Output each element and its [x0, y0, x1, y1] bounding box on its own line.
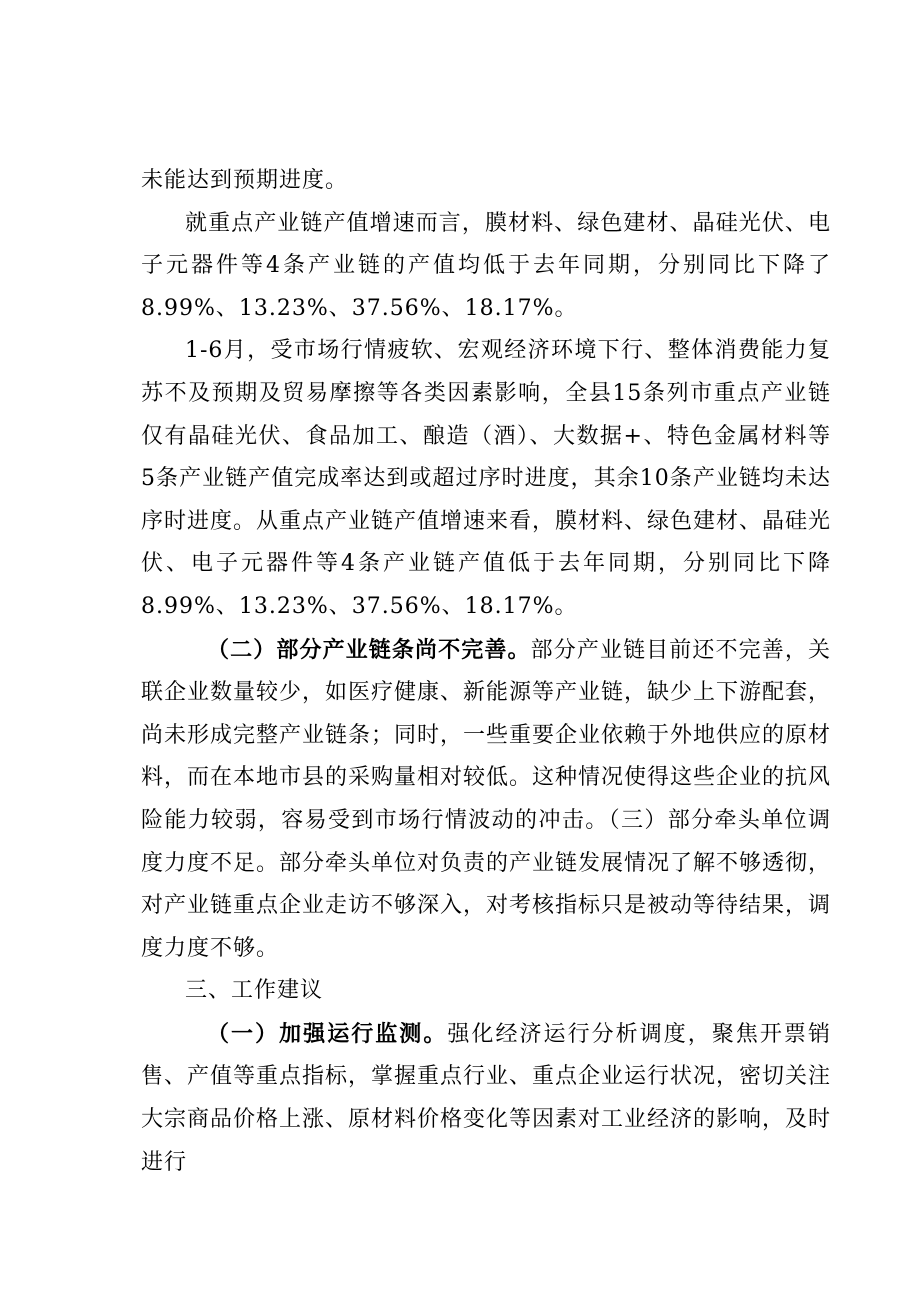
paragraph-text: 未能达到预期进度。: [141, 168, 349, 193]
paragraph-continuation: [141, 160, 831, 203]
paragraph-text: 1-6月，受市场行情疲软、宏观经济环境下行、整体消费能力复苏不及预期及贸易摩擦等各类因素影响，全县15条列市重点产业链仅有晶硅光伏、食品加工、酿造（酒）、大数据+、特色金属材料等5条产业链产值完成率达到或超过序时进度，其余10条产业链均未达序时进度。从重点产业链产值增速来看，膜材料、绿色建材、晶硅光伏、电子元器件等4条产业链产值低于去年同期，分别同比下降8.99%、13.23%、37.56%、18.17%。: [141, 338, 832, 619]
section-heading-text: 三、工作建议: [185, 978, 324, 1004]
paragraph-industry-chain-incomplete: [141, 629, 831, 971]
paragraph-text: 部分产业链目前还不完善，关联企业数量较少，如医疗健康、新能源等产业链，缺少上下游配套，尚未形成完整产业链条；同时，一些重要企业依赖于外地供应的原材料，而在本地市县的采购量相对较低。这种情况使得这些企业的抗风险能力较弱，容易受到市场行情波动的冲击。（三）部分牵头单位调度力度不足。部分牵头单位对负责的产业链发展情况了解不够透彻，对产业链重点企业走访不够深入，对考核指标只是被动等待结果，调度力度不够。: [141, 637, 832, 961]
paragraph-jan-jun: [141, 330, 831, 628]
document-body: [141, 160, 831, 1184]
paragraph-heading: （二）部分产业链条尚不完善。: [207, 636, 531, 663]
paragraph-text: 就重点产业链产值增速而言，膜材料、绿色建材、晶硅光伏、电子元器件等4条产业链的产值均低于去年同期，分别同比下降了8.99%、13.23%、37.56%、18.17%。: [141, 210, 831, 321]
paragraph-heading: （一）加强运行监测。: [207, 1020, 448, 1047]
paragraph-growth-rate: [141, 203, 831, 331]
paragraph-strengthen-monitoring: [141, 1013, 831, 1184]
paragraph-text: 强化经济运行分析调度，聚焦开票销售、产值等重点指标，掌握重点行业、重点企业运行状况，密切关注大宗商品价格上涨、原材料价格变化等因素对工业经济的影响，及时进行: [141, 1021, 832, 1175]
section-heading-work-suggestions: [141, 970, 831, 1013]
